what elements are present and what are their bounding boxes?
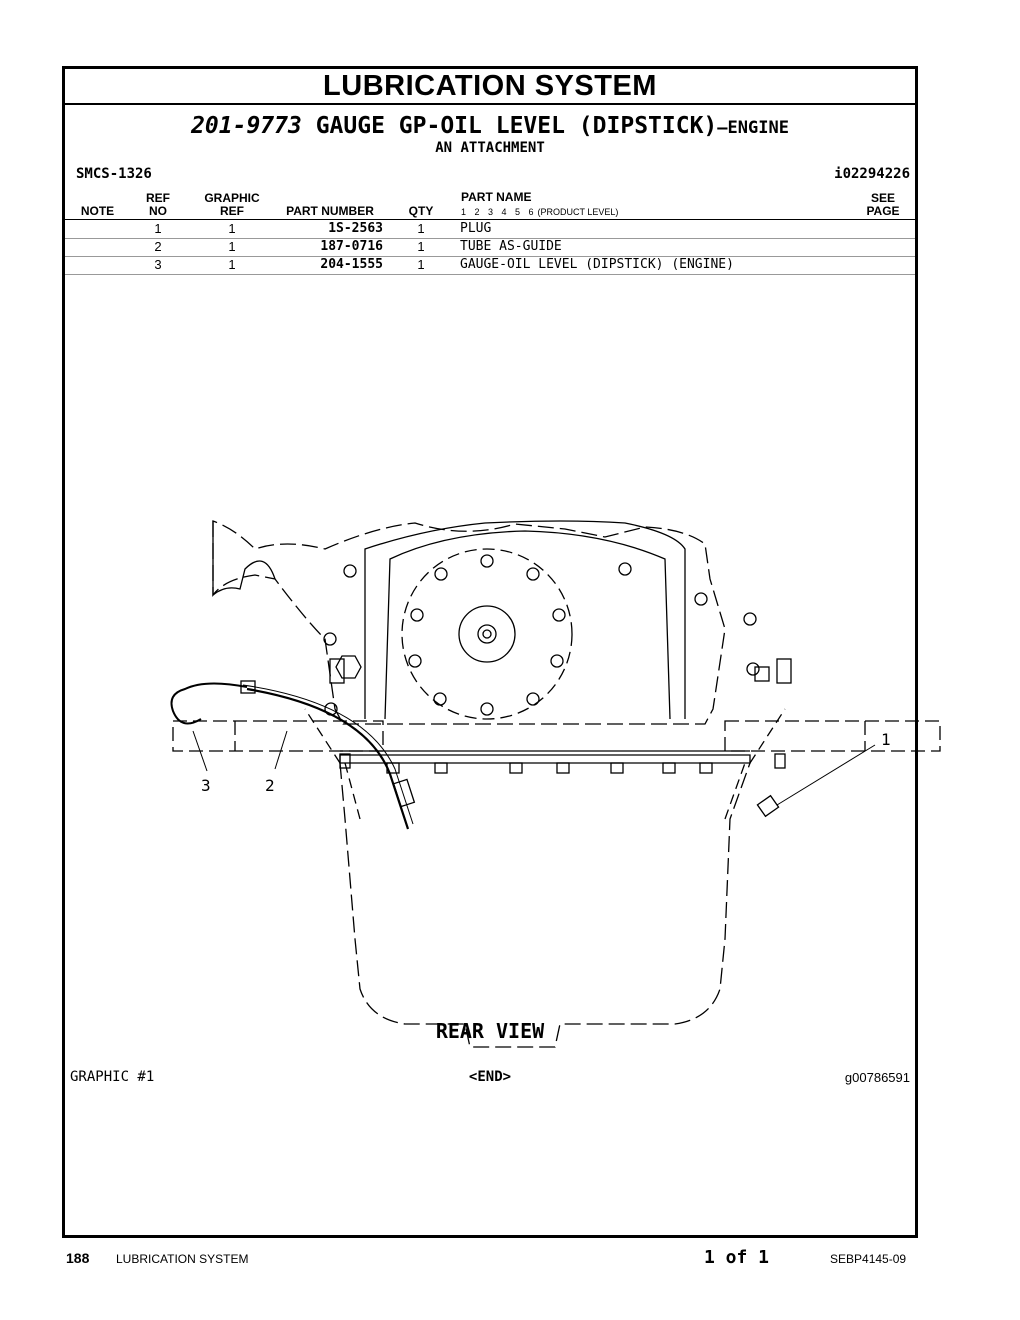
product-level-header: 1 2 3 4 5 6 (PRODUCT LEVEL) — [461, 207, 619, 217]
footer-section: LUBRICATION SYSTEM — [116, 1252, 249, 1266]
table-row: 3 1 204-1555 1 GAUGE-OIL LEVEL (DIPSTICK) (ENGINE) — [65, 256, 915, 275]
footer-page-number: 188 — [66, 1250, 90, 1266]
footer-doc-number: SEBP4145-09 — [830, 1252, 907, 1266]
col-note: NOTE — [80, 204, 115, 218]
smcs-code: SMCS-1326 — [76, 166, 152, 182]
graphic-label: GRAPHIC #1 — [70, 1069, 155, 1085]
leader-lines — [193, 731, 875, 805]
dipstick-tube — [247, 689, 408, 829]
attachment-label: AN ATTACHMENT — [435, 140, 545, 156]
graphic-code: g00786591 — [844, 1070, 910, 1085]
callout-1: 1 — [881, 730, 891, 749]
col-qty: QTY — [408, 204, 434, 218]
page-title: LUBRICATION SYSTEM — [65, 69, 915, 105]
group-suffix: —ENGINE — [717, 118, 789, 138]
table-row: 1 1 1S-2563 1 PLUG — [65, 220, 915, 239]
cross-member — [173, 721, 940, 751]
col-part-name: PART NAME — [461, 190, 532, 204]
col-see-page: SEE PAGE — [866, 191, 900, 218]
crankshaft-hub — [459, 606, 515, 662]
oil-pan — [340, 763, 750, 1047]
group-part-number: 201-9773 — [191, 113, 302, 139]
plug — [757, 796, 778, 817]
group-title — [65, 113, 915, 141]
info-id: i02294226 — [834, 166, 910, 182]
col-part-number: PART NUMBER — [286, 204, 374, 218]
callout-2: 2 — [265, 776, 275, 795]
table-row: 2 1 187-0716 1 TUBE AS-GUIDE — [65, 238, 915, 257]
col-ref-no: REF NO — [146, 191, 170, 218]
end-marker: <END> — [468, 1069, 512, 1085]
group-name: GAUGE GP-OIL LEVEL (DIPSTICK) — [315, 113, 718, 139]
flywheel — [402, 549, 572, 719]
page-frame — [62, 66, 918, 1238]
callout-3: 3 — [201, 776, 211, 795]
dipstick-handle — [172, 683, 248, 723]
view-label: REAR VIEW — [435, 1019, 545, 1043]
engine-rear-view-drawing — [165, 519, 955, 1079]
footer-page-of: 1 of 1 — [704, 1247, 770, 1268]
tube-fitting — [394, 779, 415, 806]
col-graphic-ref: GRAPHIC REF — [204, 191, 260, 218]
